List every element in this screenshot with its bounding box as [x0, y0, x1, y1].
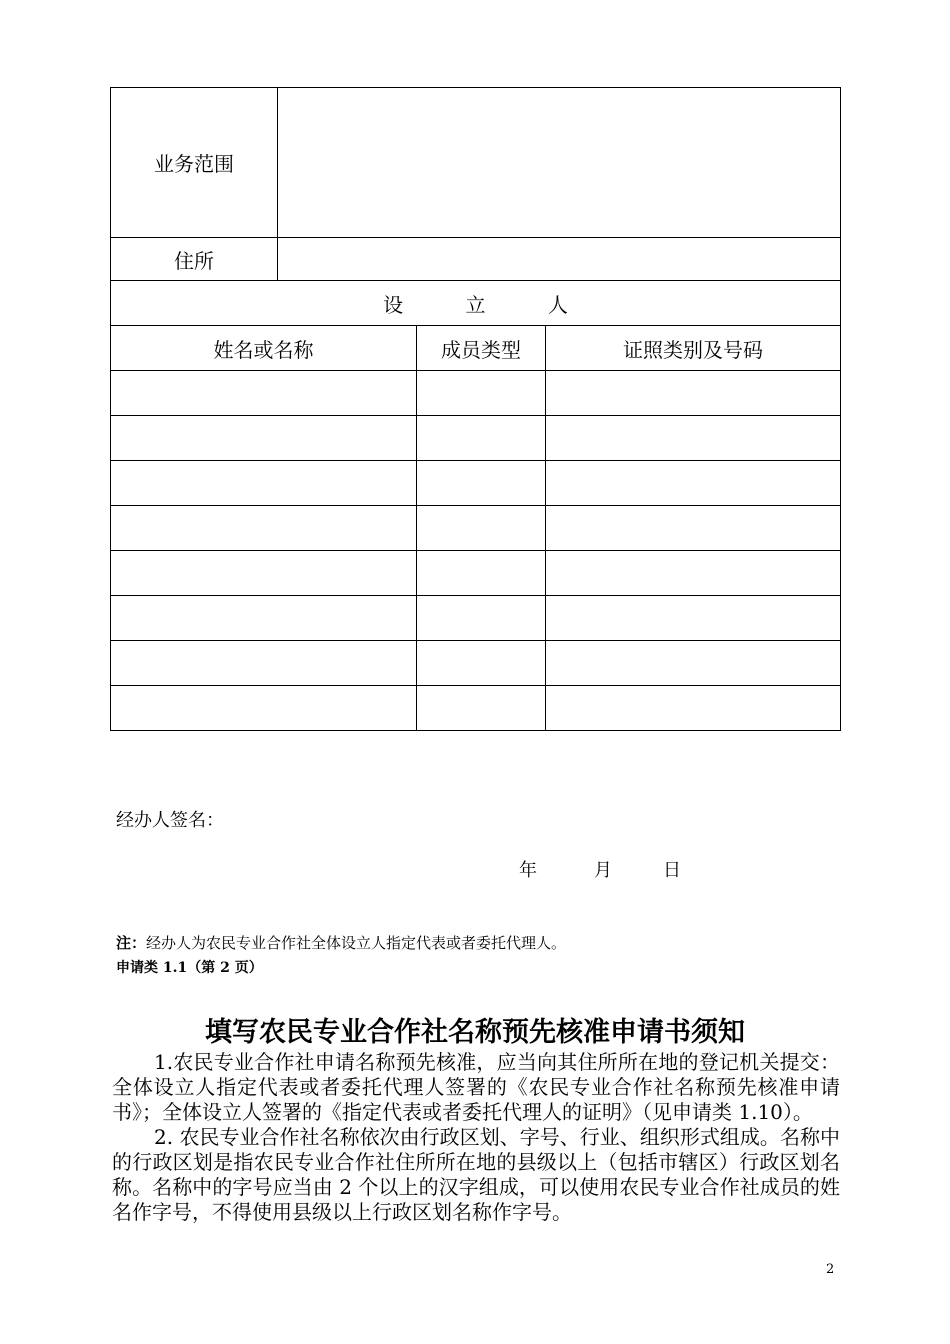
- member-type-cell[interactable]: [417, 461, 546, 506]
- note-prefix: 注：: [116, 934, 147, 952]
- member-type-cell[interactable]: [417, 506, 546, 551]
- business-scope-field[interactable]: [278, 88, 841, 238]
- column-header-license: 证照类别及号码: [546, 326, 841, 371]
- column-header-name: 姓名或名称: [111, 326, 417, 371]
- date-month-label: 月: [594, 860, 612, 881]
- note: [116, 932, 566, 953]
- license-cell[interactable]: [546, 506, 841, 551]
- name-cell[interactable]: [111, 641, 417, 686]
- member-type-cell[interactable]: [417, 551, 546, 596]
- page-number: 2: [826, 1262, 835, 1277]
- date-year-label: 年: [519, 860, 537, 881]
- license-cell[interactable]: [546, 371, 841, 416]
- founders-heading: 设 立 人: [111, 281, 841, 326]
- notice-body: [112, 1050, 840, 1225]
- name-cell[interactable]: [111, 461, 417, 506]
- license-cell[interactable]: [546, 461, 841, 506]
- note-text: 经办人为农民专业合作社全体设立人指定代表或者委托代理人。: [146, 934, 567, 952]
- name-cell[interactable]: [111, 551, 417, 596]
- signer-label: 经办人签名：: [116, 810, 224, 831]
- notice-paragraph-2: 2. 农民专业合作社名称依次由行政区划、字号、行业、组织形式组成。名称中的行政区划是指农民专业合作社住所所在地的县级以上（包括市辖区）行政区划名称。名称中的字号应当由 2 个以上的汉字组成，可以使用农民专业合作社成员的姓名作字号，不得使用县级以上行政区划名称作字号。: [112, 1125, 840, 1224]
- table-row: [111, 686, 841, 731]
- table-row: [111, 506, 841, 551]
- address-label: 住所: [111, 238, 278, 281]
- business-scope-label: 业务范围: [111, 88, 278, 238]
- date-day-label: 日: [663, 860, 681, 881]
- license-cell[interactable]: [546, 641, 841, 686]
- table-row: [111, 641, 841, 686]
- member-type-cell[interactable]: [417, 641, 546, 686]
- member-type-cell[interactable]: [417, 371, 546, 416]
- member-type-cell[interactable]: [417, 596, 546, 641]
- table-row: [111, 551, 841, 596]
- founders-form-table: [110, 87, 841, 731]
- name-cell[interactable]: [111, 506, 417, 551]
- license-cell[interactable]: [546, 416, 841, 461]
- member-type-cell[interactable]: [417, 686, 546, 731]
- member-type-cell[interactable]: [417, 416, 546, 461]
- license-cell[interactable]: [546, 686, 841, 731]
- address-field[interactable]: [278, 238, 841, 281]
- notice-paragraph-1: 1.农民专业合作社申请名称预先核准，应当向其住所所在地的登记机关提交：全体设立人指定代表或者委托代理人签署的《农民专业合作社名称预先核准申请书》；全体设立人签署的《指定代表或者委托代理人的证明》（见申请类 1.10）。: [112, 1050, 840, 1124]
- column-header-member-type: 成员类型: [417, 326, 546, 371]
- name-cell[interactable]: [111, 416, 417, 461]
- form-code: 申请类 1.1（第 2 页）: [116, 960, 263, 976]
- name-cell[interactable]: [111, 371, 417, 416]
- table-row: [111, 416, 841, 461]
- table-row: [111, 596, 841, 641]
- license-cell[interactable]: [546, 551, 841, 596]
- notice-title: 填写农民专业合作社名称预先核准申请书须知: [205, 1017, 745, 1048]
- name-cell[interactable]: [111, 686, 417, 731]
- license-cell[interactable]: [546, 596, 841, 641]
- name-cell[interactable]: [111, 596, 417, 641]
- table-row: [111, 371, 841, 416]
- table-row: [111, 461, 841, 506]
